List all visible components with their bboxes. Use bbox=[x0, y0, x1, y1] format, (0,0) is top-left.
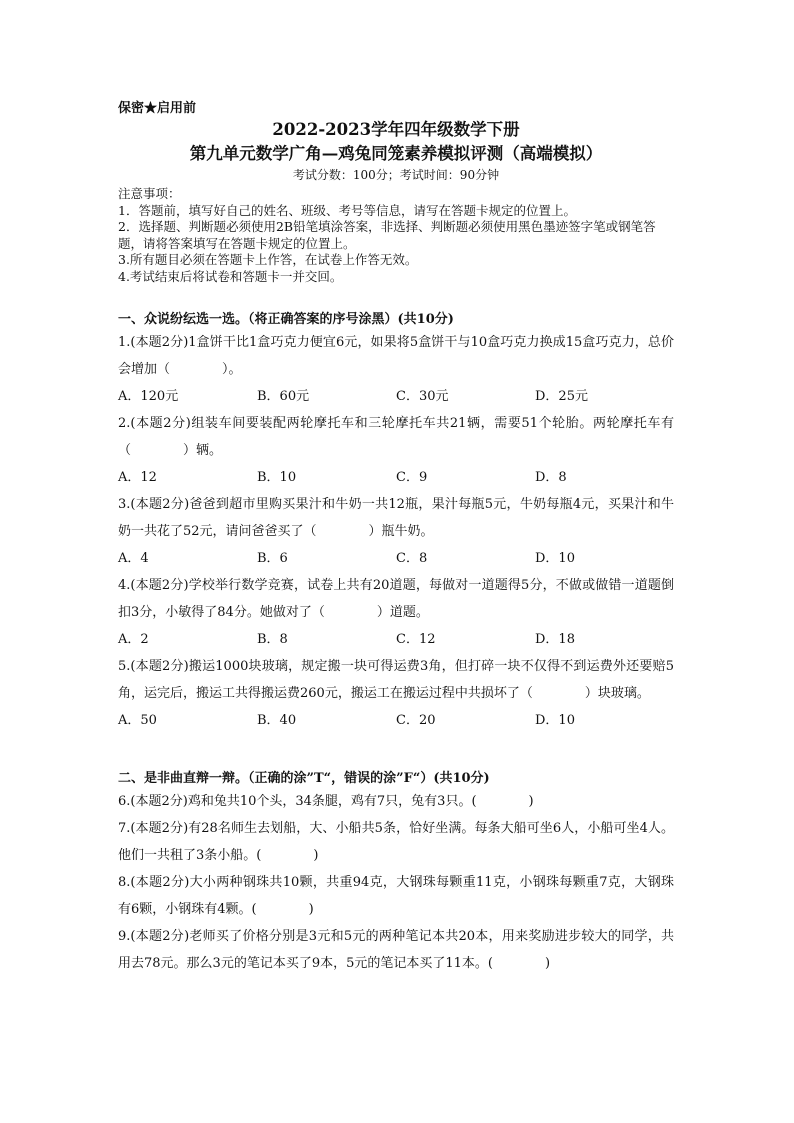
option-c[interactable]: C．12 bbox=[396, 632, 436, 647]
option-a[interactable]: A．2 bbox=[118, 632, 149, 647]
option-c[interactable]: C．8 bbox=[396, 551, 428, 566]
option-c[interactable]: C．9 bbox=[396, 470, 428, 485]
question-stem: 4.(本题2分)学校举行数学竞赛，试卷上共有20道题，每做对一道题得5分，不做或做错一道题倒扣3分，小敏得了84分。她做对了（ ）道题。 bbox=[118, 578, 674, 620]
note-item: 2．选择题、判断题必须使用2B铅笔填涂答案，非选择、判断题必须使用黑色墨迹签字笔或钢笔答题，请将答案填写在答题卡规定的位置上。 bbox=[118, 219, 656, 251]
option-c[interactable]: C．20 bbox=[396, 713, 436, 728]
question-stem: 6.(本题2分)鸡和兔共10个头，34条腿，鸡有7只，兔有3只。( ) bbox=[118, 794, 534, 809]
option-b[interactable]: B．6 bbox=[257, 551, 288, 566]
option-a[interactable]: A．4 bbox=[118, 551, 149, 566]
option-d[interactable]: D．10 bbox=[535, 551, 575, 566]
question-4 bbox=[118, 572, 674, 653]
notes-heading: 注意事项： bbox=[118, 186, 181, 201]
question-stem: 1.(本题2分)1盒饼干比1盒巧克力便宜6元，如果将5盒饼干与10盒巧克力换成15盒巧克力，总价会增加（ ）。 bbox=[118, 335, 674, 377]
question-9 bbox=[118, 923, 674, 977]
question-stem: 9.(本题2分)老师买了价格分别是3元和5元的两种笔记本共20本，用来奖励进步较大的同学，共用去78元。那么3元的笔记本买了9本，5元的笔记本买了11本。( ) bbox=[118, 929, 674, 971]
option-b[interactable]: B．40 bbox=[257, 713, 297, 728]
question-7 bbox=[118, 815, 674, 869]
section1-heading: 一、众说纷纭选一选。（将正确答案的序号涂黑）(共10分) bbox=[118, 312, 454, 327]
options-row bbox=[118, 626, 674, 653]
option-d[interactable]: D．25元 bbox=[535, 389, 588, 404]
question-6 bbox=[118, 788, 674, 815]
exam-title-line1: 2022-2023学年四年级数学下册 bbox=[272, 120, 520, 139]
note-item: 4.考试结束后将试卷和答题卡一并交回。 bbox=[118, 268, 343, 284]
notes-block bbox=[118, 186, 674, 285]
exam-title-line2: 第九单元数学广角—鸡兔同笼素养模拟评测（高端模拟） bbox=[189, 144, 603, 163]
option-c[interactable]: C．30元 bbox=[396, 389, 449, 404]
options-row bbox=[118, 464, 674, 491]
secret-label: 保密★启用前 bbox=[118, 101, 197, 116]
question-stem: 8.(本题2分)大小两种钢珠共10颗，共重94克，大钢珠每颗重11克，小钢珠每颗重7克，大钢珠有6颗，小钢珠有4颗。( ) bbox=[118, 875, 674, 917]
option-b[interactable]: B．60元 bbox=[257, 389, 310, 404]
option-d[interactable]: D．8 bbox=[535, 470, 567, 485]
note-item: 3.所有题目必须在答题卡上作答，在试卷上作答无效。 bbox=[118, 252, 418, 267]
options-row bbox=[118, 383, 674, 410]
option-b[interactable]: B．8 bbox=[257, 632, 288, 647]
option-a[interactable]: A．120元 bbox=[118, 389, 179, 404]
question-stem: 3.(本题2分)爸爸到超市里购买果汁和牛奶一共12瓶，果汁每瓶5元，牛奶每瓶4元，买果汁和牛奶一共花了52元，请问爸爸买了（ ）瓶牛奶。 bbox=[118, 497, 674, 539]
section2-heading: 二、是非曲直辩一辩。（正确的涂”T“，错误的涂”F“）(共10分) bbox=[118, 771, 490, 786]
option-d[interactable]: D．10 bbox=[535, 713, 575, 728]
question-stem: 2.(本题2分)组装车间要装配两轮摩托车和三轮摩托车共21辆，需要51个轮胎。两轮摩托车有（ ）辆。 bbox=[118, 416, 674, 458]
question-2 bbox=[118, 410, 674, 491]
note-item: 1．答题前，填写好自己的姓名、班级、考号等信息，请写在答题卡规定的位置上。 bbox=[118, 202, 576, 218]
question-stem: 7.(本题2分)有28名师生去划船，大、小船共5条，恰好坐满。每条大船可坐6人，小船可坐4人。他们一共租了3条小船。( ) bbox=[118, 821, 674, 863]
option-a[interactable]: A．50 bbox=[118, 713, 157, 728]
question-8 bbox=[118, 869, 674, 923]
option-a[interactable]: A．12 bbox=[118, 470, 157, 485]
question-1 bbox=[118, 329, 674, 410]
option-d[interactable]: D．18 bbox=[535, 632, 575, 647]
question-3 bbox=[118, 491, 674, 572]
question-stem: 5.(本题2分)搬运1000块玻璃，规定搬一块可得运费3角，但打碎一块不仅得不到运费外还要赔5角，运完后，搬运工共得搬运费260元，搬运工在搬运过程中共损坏了（ ）块玻璃。 bbox=[118, 659, 674, 701]
exam-meta: 考试分数：100分；考试时间：90分钟 bbox=[292, 168, 500, 182]
option-b[interactable]: B．10 bbox=[257, 470, 297, 485]
options-row bbox=[118, 545, 674, 572]
question-5 bbox=[118, 653, 674, 734]
options-row bbox=[118, 707, 674, 734]
